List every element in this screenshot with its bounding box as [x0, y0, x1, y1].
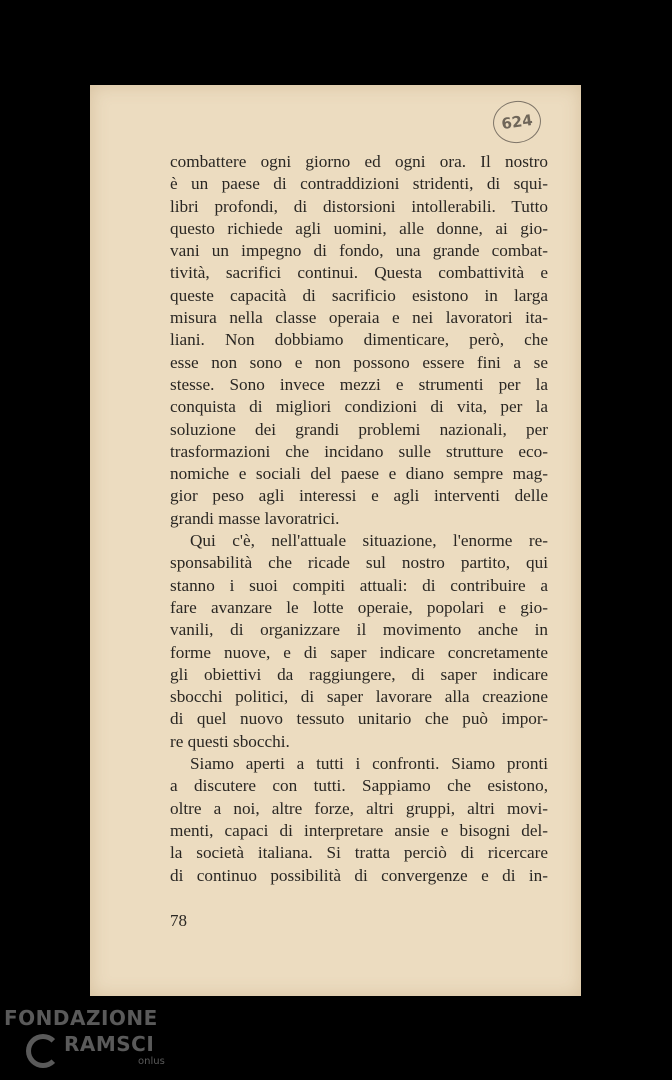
text-line: Siamo aperti a tutti i confronti. Siamo pronti	[190, 754, 548, 774]
text-line: menti, capaci di interpretare ansie e bisogni del-	[170, 820, 548, 840]
text-line: gli obiettivi da raggiungere, di saper indicare	[170, 664, 548, 684]
page-number: 78	[170, 911, 187, 930]
text-line: è un paese di contraddizioni stridenti, di squi-	[170, 174, 548, 194]
text-line: vani un impegno di fondo, una grande combat-	[170, 241, 548, 261]
text-line: sponsabilità che ricade sul nostro partito, qui	[170, 553, 548, 573]
text-line: Qui c'è, nell'attuale situazione, l'enorme re-	[190, 531, 548, 551]
page-body-text	[170, 151, 548, 887]
logo-line-1: FONDAZIONE	[4, 1006, 158, 1030]
text-line: libri profondi, di distorsioni intollerabili. Tutto	[170, 196, 548, 216]
book-page	[90, 85, 581, 996]
text-line: esse non sono e non possono essere fini a se	[170, 352, 548, 372]
text-line: trasformazioni che incidano sulle strutture eco-	[170, 441, 548, 461]
text-line: di quel nuovo tessuto unitario che può impor-	[170, 709, 548, 729]
text-line: oltre a noi, altre forze, altri gruppi, altri movi-	[170, 798, 548, 818]
text-line: grandi masse lavoratrici.	[170, 508, 340, 528]
fondazione-gramsci-logo	[4, 1006, 164, 1076]
text-line: liani. Non dobbiamo dimenticare, però, che	[170, 330, 548, 350]
text-line: nomiche e sociali del paese e diano sempre mag-	[170, 464, 548, 484]
text-line: misura nella classe operaia e nei lavoratori ita-	[170, 308, 548, 328]
logo-subtitle: onlus	[138, 1056, 165, 1067]
text-line: gior peso agli interessi e agli interventi delle	[170, 486, 548, 506]
logo-g-icon	[26, 1034, 60, 1068]
text-line: vanili, di organizzare il movimento anche in	[170, 620, 548, 640]
text-line: combattere ogni giorno ed ogni ora. Il nostro	[170, 152, 548, 171]
text-line: di continuo possibilità di convergenze e di in-	[170, 865, 548, 885]
text-line: tività, sacrifici continui. Questa combattività e	[170, 263, 548, 283]
text-line: stanno i suoi compiti attuali: di contribuire a	[170, 575, 548, 595]
text-line: la società italiana. Si tratta perciò di ricercare	[170, 843, 548, 863]
text-line: conquista di migliori condizioni di vita, per la	[170, 397, 548, 417]
archive-stamp: 624	[490, 98, 543, 146]
text-line: re questi sbocchi.	[170, 731, 290, 751]
text-line: forme nuove, e di saper indicare concretamente	[170, 642, 548, 662]
text-line: soluzione dei grandi problemi nazionali, per	[170, 419, 548, 439]
text-line: sbocchi politici, di saper lavorare alla creazione	[170, 687, 548, 707]
text-line: queste capacità di sacrificio esistono in larga	[170, 285, 548, 305]
text-line: stesse. Sono invece mezzi e strumenti per la	[170, 374, 548, 394]
logo-line-2: RAMSCI	[64, 1032, 155, 1056]
text-line: a discutere con tutti. Sappiamo che esistono,	[170, 776, 548, 796]
text-line: questo richiede agli uomini, alle donne, ai gio-	[170, 218, 548, 238]
text-line: fare avanzare le lotte operaie, popolari e gio-	[170, 597, 548, 617]
